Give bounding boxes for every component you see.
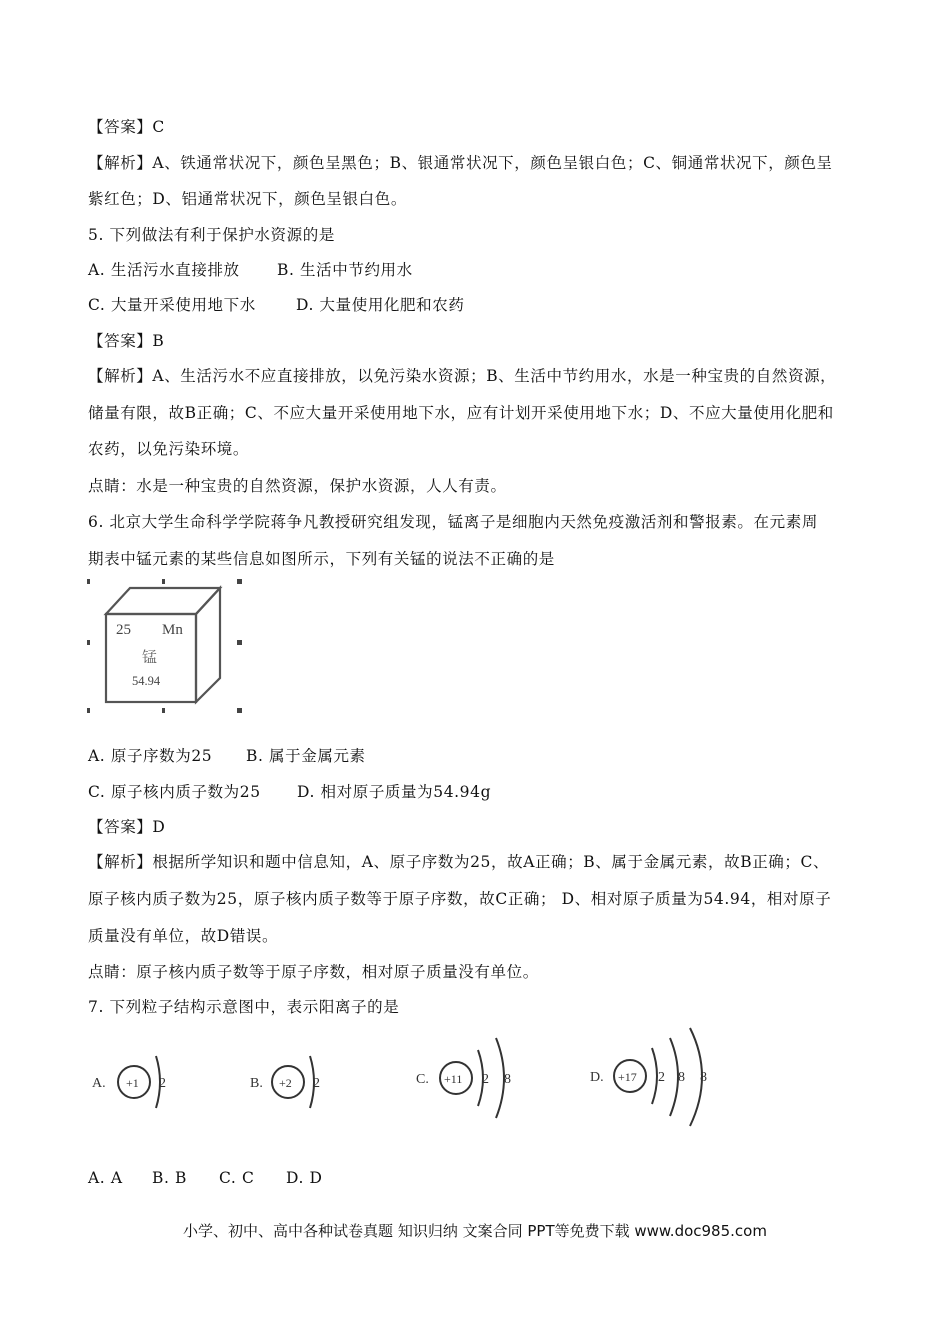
diagram-b-label: B. [250, 1076, 263, 1091]
element-atomic-mass: 54.94 [132, 674, 161, 688]
particle-diagrams [86, 1026, 726, 1136]
diagram-c-shell-1: 2 [482, 1072, 489, 1087]
q5-option-b: B. 生活中节约用水 [277, 261, 413, 279]
q7-option-d: D. D [286, 1169, 323, 1187]
particle-structure-svg [86, 1026, 726, 1136]
q7-option-b: B. B [152, 1169, 188, 1187]
q7-option-c: C. C [219, 1169, 255, 1187]
diagram-c-shell-2: 8 [504, 1072, 511, 1087]
shell-arc [496, 1038, 504, 1118]
diagram-d-shell-2: 8 [678, 1070, 685, 1085]
handle-mark [162, 708, 165, 713]
diagram-b-shell-1: 2 [313, 1076, 320, 1091]
q5-stem: 5. 下列做法有利于保护水资源的是 [88, 226, 335, 244]
q7-stem: 7. 下列粒子结构示意图中，表示阳离子的是 [88, 998, 400, 1016]
q6-option-a: A. 原子序数为25 [88, 747, 213, 765]
q6-comment: 点睛：原子核内质子数等于原子序数，相对原子质量没有单位。 [88, 963, 539, 981]
q7-option-a: A. A [88, 1169, 123, 1187]
shell-arc [670, 1038, 678, 1116]
handle-mark [237, 640, 242, 645]
q6-stem-line-1: 6. 北京大学生命科学学院蒋争凡教授研究组发现，锰离子是细胞内天然免疫激活剂和警报素。在元素周 [88, 513, 818, 531]
manganese-cube-diagram [86, 576, 244, 716]
handle-mark [87, 640, 90, 645]
diagram-a-shell-1: 2 [159, 1076, 166, 1091]
q6-analysis-line-1: 【解析】根据所学知识和题中信息知，A、原子序数为25，故A正确；B、属于金属元素，故B正确；C、 [88, 853, 830, 871]
handle-mark [162, 579, 165, 584]
q4-analysis-line-2: 紫红色；D、铝通常状况下，颜色呈银白色。 [88, 190, 407, 208]
element-name: 锰 [142, 650, 158, 666]
q5-analysis-line-1: 【解析】A、生活污水不应直接排放，以免污染水资源；B、生活中节约用水，水是一种宝贵的自然资源， [88, 367, 837, 385]
handle-mark [87, 579, 90, 584]
diagram-d-label: D. [590, 1070, 604, 1085]
diagram-d-shell-1: 2 [658, 1070, 665, 1085]
diagram-d-shell-3: 8 [700, 1070, 707, 1085]
q6-answer: 【答案】D [88, 818, 166, 836]
q5-option-d: D. 大量使用化肥和农药 [296, 296, 465, 314]
shell-arc [652, 1048, 657, 1104]
page-footer[interactable]: 小学、初中、高中各种试卷真题 知识归纳 文案合同 PPT等免费下载 www.doc985.com [183, 1222, 767, 1240]
diagram-d-nucleus: +17 [618, 1070, 637, 1084]
q6-option-b: B. 属于金属元素 [246, 747, 366, 765]
q6-stem-line-2: 期表中锰元素的某些信息如图所示，下列有关锰的说法不正确的是 [88, 550, 555, 568]
diagram-c-nucleus: +11 [444, 1072, 463, 1086]
q6-option-d: D. 相对原子质量为54.94g [297, 783, 492, 801]
q6-analysis-line-2: 原子核内质子数为25，原子核内质子数等于原子序数，故C正确； D、相对原子质量为54.94，相对原子 [88, 890, 832, 908]
diagram-a-label: A. [92, 1076, 106, 1091]
cube-top-face [106, 588, 220, 614]
diagram-a-nucleus: +1 [126, 1076, 139, 1090]
q5-option-c: C. 大量开采使用地下水 [88, 296, 256, 314]
element-atomic-number: 25 [116, 622, 131, 638]
q5-answer: 【答案】B [88, 332, 165, 350]
diagram-b-nucleus: +2 [279, 1076, 292, 1090]
q5-option-a: A. 生活污水直接排放 [88, 261, 240, 279]
handle-mark [237, 579, 242, 584]
element-tile-figure [86, 576, 244, 716]
element-symbol: Mn [162, 622, 183, 638]
cube-side-face [196, 588, 220, 702]
q6-option-c: C. 原子核内质子数为25 [88, 783, 261, 801]
q5-analysis-line-2: 储量有限，故B正确；C、不应大量开采使用地下水，应有计划开采使用地下水；D、不应大量使用化肥和 [88, 404, 834, 422]
handle-mark [87, 708, 90, 713]
q4-answer: 【答案】C [88, 118, 165, 136]
handle-mark [237, 708, 242, 713]
diagram-c-label: C. [416, 1072, 429, 1087]
q5-comment: 点睛：水是一种宝贵的自然资源，保护水资源，人人有责。 [88, 477, 507, 495]
q5-analysis-line-3: 农药，以免污染环境。 [88, 440, 250, 458]
q4-analysis-line-1: 【解析】A、铁通常状况下，颜色呈黑色；B、银通常状况下，颜色呈银白色；C、铜通常状况下，颜色呈 [88, 154, 833, 172]
q6-analysis-line-3: 质量没有单位，故D错误。 [88, 927, 279, 945]
